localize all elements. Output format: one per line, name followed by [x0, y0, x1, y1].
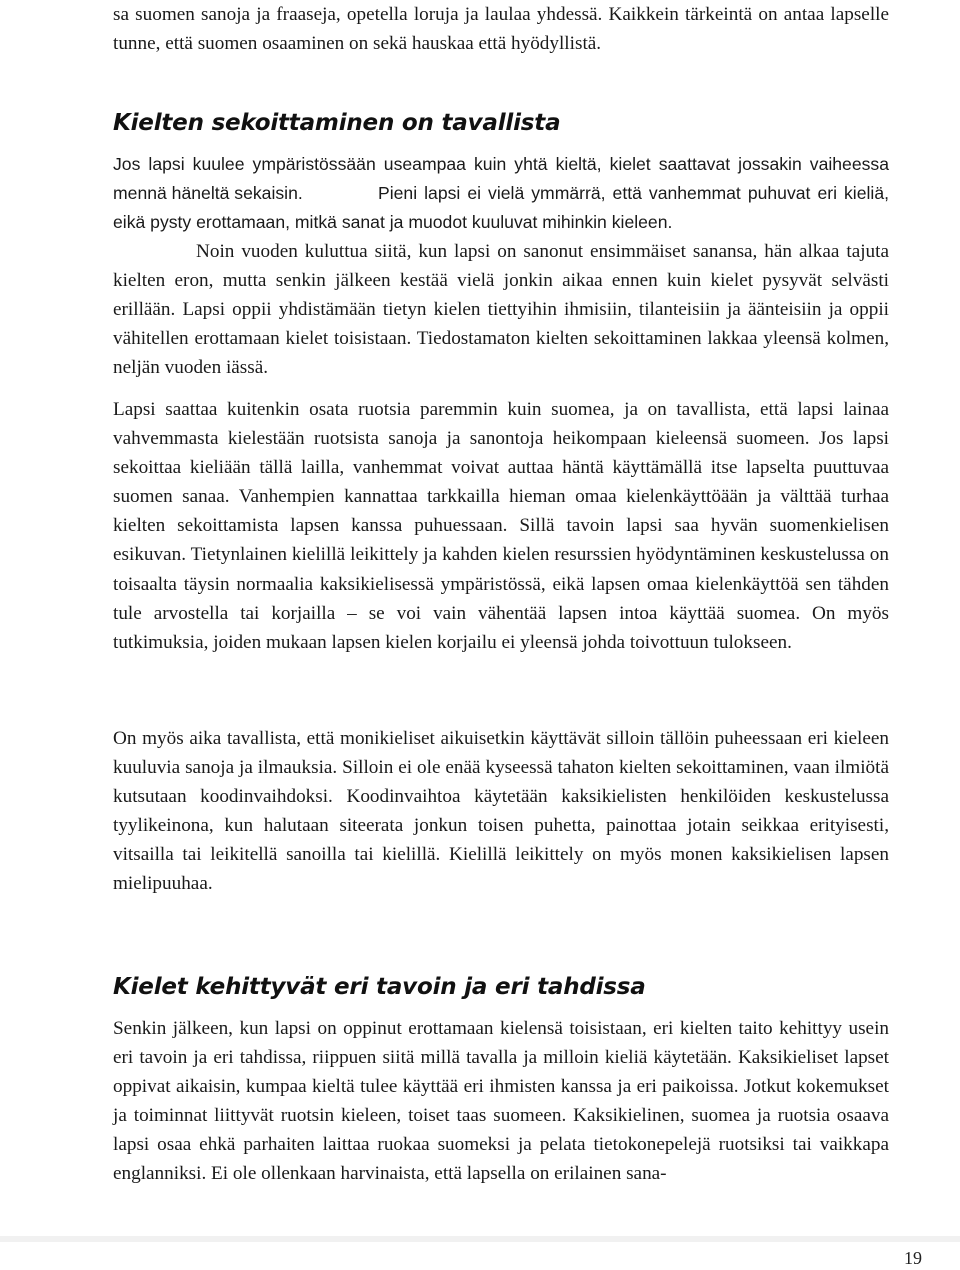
paragraph-development-1: Senkin jälkeen, kun lapsi on oppinut erottamaan kielensä toisistaan, eri kielten taito kehittyy usein eri tavoin ja eri tahdissa, riippuen siitä millä tavalla ja milloin kieliä käytetään. Kaksikieliset lapset oppivat aikaisin, kumpaa kieltä tulee käyttää eri ihmisten kanssa ja eri paikoissa. Jotkut kokemukset ja toiminnat liittyvät ruotsin kieleen, toiset taas suomeen. Kaksikielinen, suomea ja ruotsia osaava lapsi osaa ehkä parhaiten laittaa ruokaa suomeksi ja pelata tietokonepelejä ruotsiksi tai vaikkapa englanniksi. Ei ole ollenkaan harvinaista, että lapsella on erilainen sana- [113, 1018, 889, 1185]
paragraph-mixing-2: Lapsi saattaa kuitenkin osata ruotsia paremmin kuin suomea, ja on tavallista, että lapsi lainaa vahvemmasta kielestään ruotsista sanoja ja sanontoja heikompaan kieleensä suomeen. Jos lapsi sekoittaa kieliään tällä lailla, vanhemmat voivat auttaa häntä käyttämällä itse lapselta puuttuvaa suomen sanaa. Vanhempien kannattaa tarkkailla hieman omaa kielenkäyttöään ja välttää turhaa kielten sekoittamista lapsen kanssa puhuessaan. Sillä tavoin lapsi saa hyvän suomenkielisen esikuvan. Tietynlainen kielillä leikittely ja kahden kielen resurssien hyödyntäminen keskustelussa on toisaalta täysin normaalia kaksikielisessä ympäristössä, eikä lapsen omaa kielenkäyttöä sen tähden tule arvostella tai korjailla – se voi vain vähentää lapsen intoa käyttää suomea. On myös tutkimuksia, joiden mukaan lapsen kielen korjailu ei yleensä johda toivottuun tulokseen. [113, 399, 889, 653]
paragraph-mixing-1a: Jos lapsi kuulee ympäristössään useampaa kuin yhtä kieltä, kielet saattavat jossakin vaiheessa mennä häneltä sekaisin. [113, 154, 889, 204]
section-heading-mixing: Kielten sekoittaminen on tavallista [113, 110, 561, 136]
paragraph-mixing-1b: Pieni lapsi ei vielä ymmärrä, että vanhemmat puhuvat eri kieliä, eikä pysty erottamaan, mitkä sanat ja muodot kuuluvat mihinkin kieleen. [113, 183, 889, 233]
page-number: 19 [904, 1248, 922, 1268]
section-heading-development: Kielet kehittyvät eri tavoin ja eri tahdissa [113, 974, 646, 1000]
paragraph-mixing-3: On myös aika tavallista, että monikieliset aikuisetkin käyttävät silloin tällöin puheessaan eri kieleen kuuluvia sanoja ja ilmauksia. Silloin ei ole enää kyseessä tahaton kielten sekoittaminen, vaan ilmiötä kutsutaan koodinvaihdoksi. Koodinvaihtoa käytetään kaksikielisten henkilöiden keskustelussa tyylikeinona, kun halutaan siteerata jonkun toisen puhetta, painottaa jotain seikkaa erityisesti, vitsailla tai leikitellä sanoilla tai kielillä. Kielillä leikittely on myös monen kaksikielisen lapsen mielipuuhaa. [113, 728, 889, 895]
footer-divider [0, 1236, 960, 1242]
paragraph-mixing-1c: Noin vuoden kuluttua siitä, kun lapsi on sanonut ensimmäiset sanansa, hän alkaa tajuta kielten eron, mutta senkin jälkeen kestää vielä jonkin aikaa ennen kuin kielet pysyvät selvästi erillään. Lapsi oppii yhdistämään tietyn kielen tiettyihin ihmisiin, tilanteisiin ja äänteisiin ja oppii vähitellen erottamaan kielet toisistaan. Tiedostamaton kielten sekoittaminen lakkaa yleensä kolmen, neljän vuoden iässä. [113, 241, 889, 379]
lead-paragraph: sa suomen sanoja ja fraaseja, opetella loruja ja laulaa yhdessä. Kaikkein tärkeintä on antaa lapselle tunne, että suomen osaaminen on sekä hauskaa että hyödyllistä. [113, 4, 889, 55]
